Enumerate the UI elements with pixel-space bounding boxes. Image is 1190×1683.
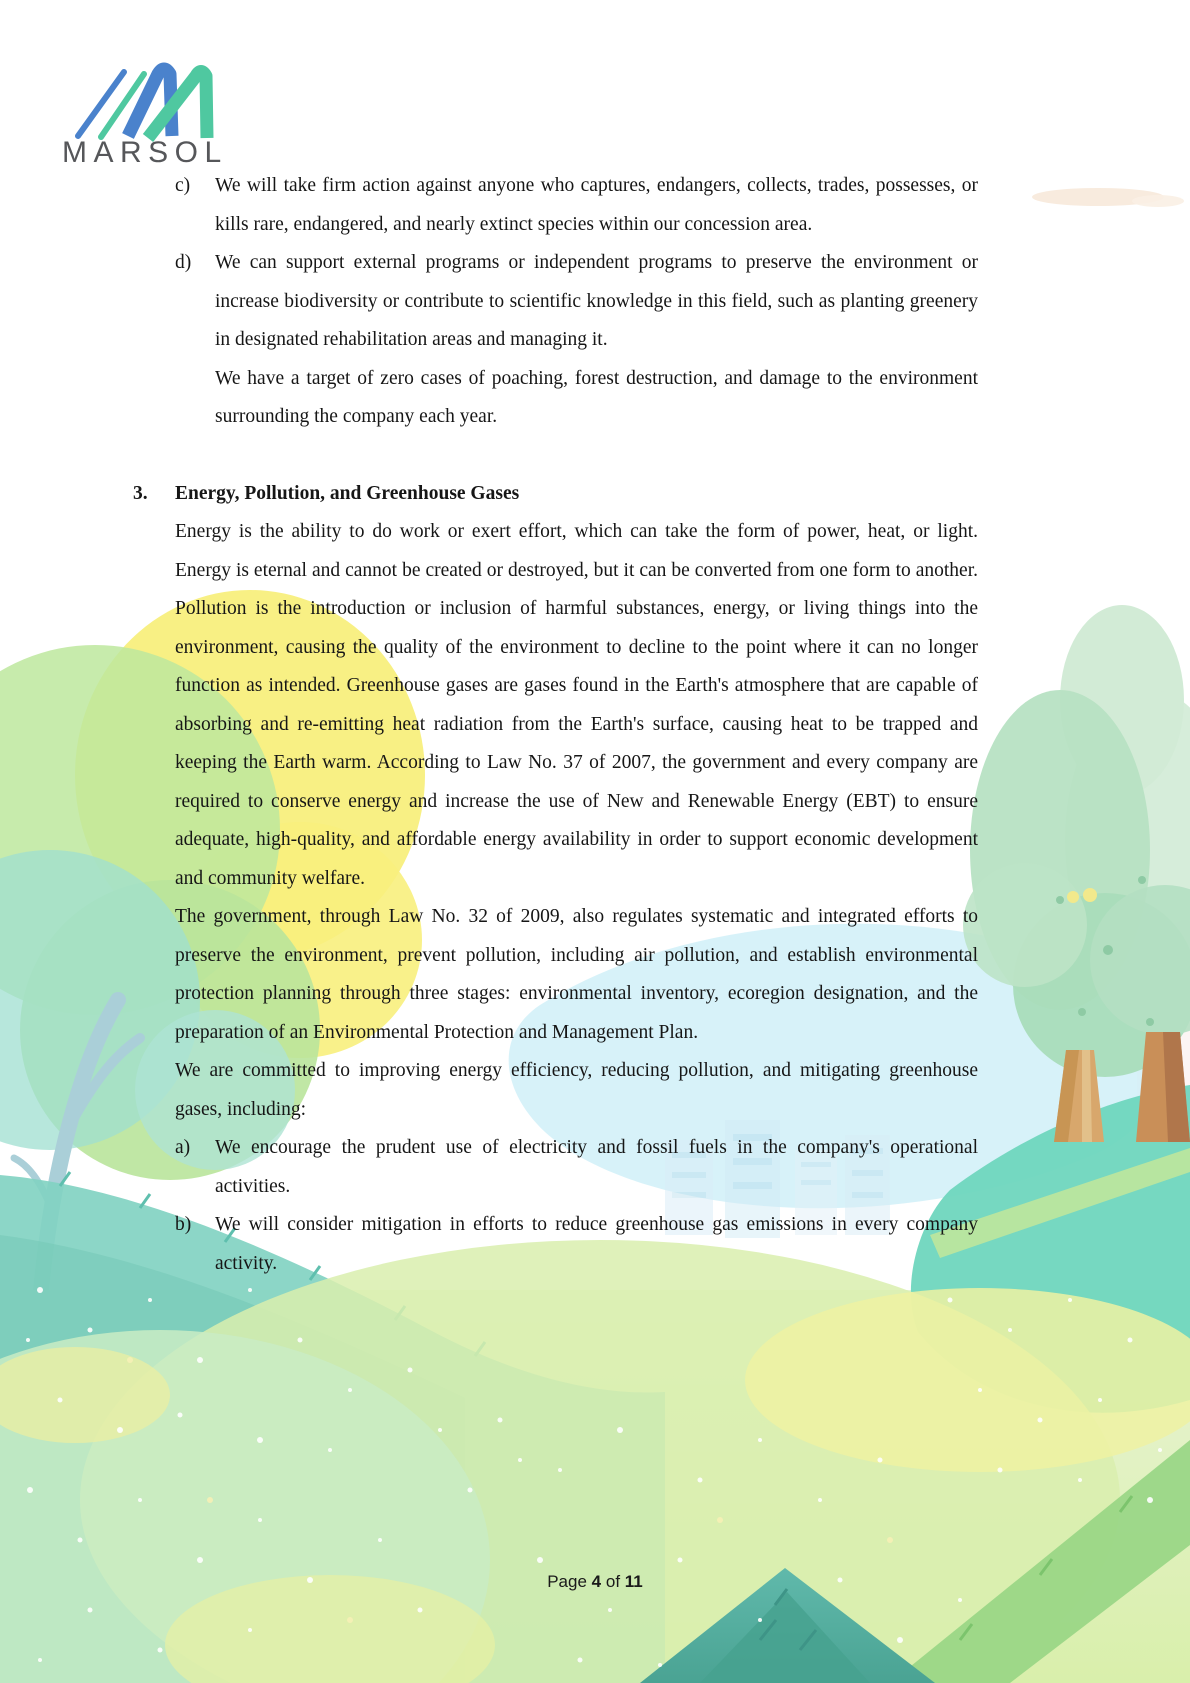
- list-item-label: b): [175, 1214, 192, 1235]
- footer-of-word: of: [605, 1572, 621, 1591]
- list-item: [133, 1206, 978, 1283]
- list-item-text: We will consider mitigation in efforts to reduce greenhouse gas emissions in every company activity.: [215, 1214, 978, 1274]
- footer-total-pages: 11: [624, 1572, 643, 1591]
- page-footer: [0, 1572, 1190, 1592]
- section-number: 3.: [133, 482, 148, 504]
- list-item-text: We will take firm action against anyone who captures, endangers, collects, trades, possesses, or kills rare, endangered, and nearly extinct species within our concession area.: [215, 175, 978, 235]
- paragraph: We have a target of zero cases of poaching, forest destruction, and damage to the environment surrounding the company each year.: [215, 367, 978, 427]
- brand-wordmark: MARSOL: [62, 136, 228, 169]
- section-heading: [133, 475, 978, 514]
- marsol-logo-icon: [60, 50, 220, 142]
- list-item-label: d): [175, 252, 192, 273]
- section-title: Energy, Pollution, and Greenhouse Gases: [175, 482, 520, 504]
- list-item-text: We encourage the prudent use of electricity and fossil fuels in the company's operational activities.: [215, 1137, 978, 1197]
- paragraph: The government, through Law No. 32 of 2009, also regulates systematic and integrated efforts to preserve the environment, prevent pollution, including air pollution, and establish environmental protection planning through three stages: environmental inventory, ecoregion designation, and the preparation of an Environmental Protection and Management Plan.: [175, 906, 978, 1043]
- document-body: [133, 167, 978, 1283]
- list-item: [133, 1129, 978, 1206]
- list-item: [133, 244, 978, 360]
- footer-page-word: Page: [547, 1572, 587, 1591]
- list-item-label: a): [175, 1137, 191, 1158]
- paragraph: Energy is the ability to do work or exert effort, which can take the form of power, heat, or light. Energy is eternal and cannot be created or destroyed, but it can be converted from one form to another. Pollution is the introduction or inclusion of harmful substances, energy, or living things into the environment, causing the quality of the environment to decline to the point where it can no longer function as intended. Greenhouse gases are gases found in the Earth's atmosphere that are capable of absorbing and re-emitting heat radiation from the Earth's surface, causing heat to be trapped and keeping the Earth warm. According to Law No. 37 of 2007, the government and every company are required to conserve energy and increase the use of New and Renewable Energy (EBT) to ensure adequate, high-quality, and affordable energy availability in order to support economic development and community welfare.: [175, 521, 978, 889]
- footer-page-number: 4: [591, 1572, 602, 1591]
- list-item-text: We can support external programs or independent programs to preserve the environment or increase biodiversity or contribute to scientific knowledge in this field, such as planting greenery in designated rehabilitation areas and managing it.: [215, 252, 978, 350]
- list-item: [133, 167, 978, 244]
- list-item-label: c): [175, 175, 191, 196]
- paragraph: We are committed to improving energy efficiency, reducing pollution, and mitigating greenhouse gases, including:: [175, 1060, 978, 1120]
